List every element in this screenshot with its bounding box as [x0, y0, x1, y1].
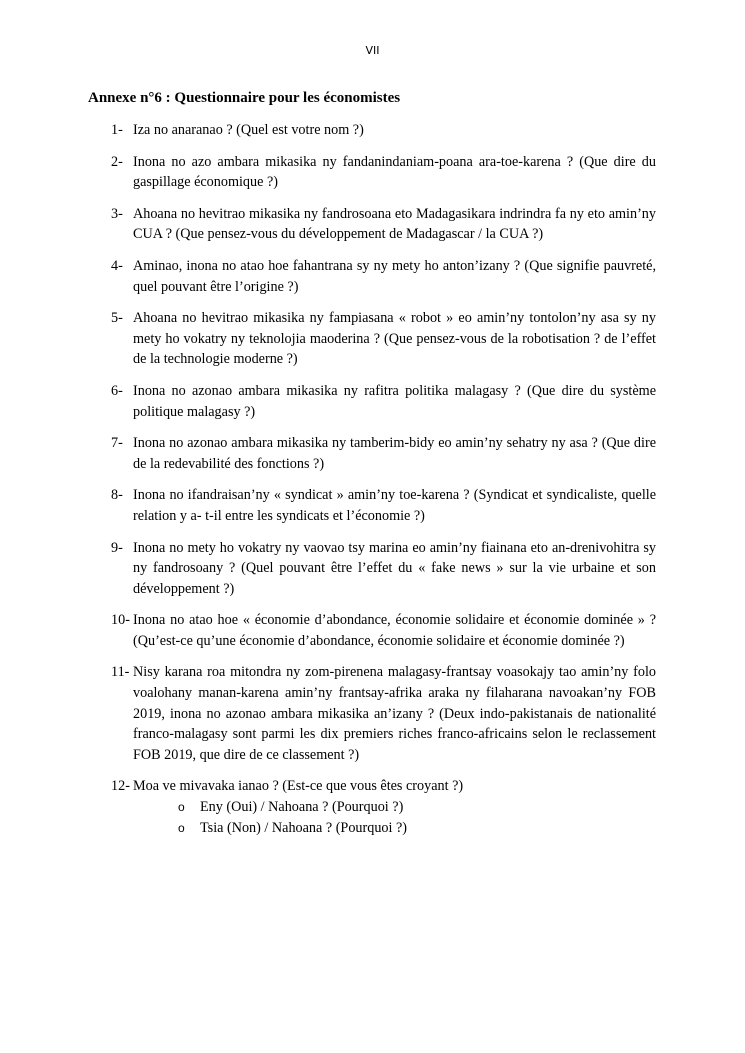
- question-text: Inona no azonao ambara mikasika ny rafitra politika malagasy ? (Que dire du système politique malagasy ?): [133, 382, 656, 420]
- question-number: 7-: [111, 435, 123, 452]
- question-text: Moa ve mivavaka ianao ? (Est-ce que vous êtes croyant ?): [133, 778, 464, 795]
- question-item: [111, 308, 656, 370]
- question-number: 8-: [111, 487, 123, 504]
- question-text: Ahoana no hevitrao mikasika ny fampiasana « robot » eo amin’ny tontolon’ny asa sy ny mety ho vokatry ny teknolojia maoderina ? (Que pensez-vous de la robotisation ? de l’effet de la technologie moderne ?): [133, 310, 656, 368]
- question-text: Nisy karana roa mitondra ny zom-pirenena malagasy-frantsay voasokajy tao amin’ny folo voalohany manan-karena amin’ny frantsay-afrika araka ny filaharana navoakan’ny FOB 2019, inona no azonao ambara mikasika an’izany ? (Deux indo-pakistanais de nationalité franco-malagasy sont parmi les dix premiers riches franco-africains selon le reclassement FOB 2019, que dire de ce classement ?): [133, 664, 656, 763]
- question-number: 9-: [111, 539, 123, 556]
- question-number: 3-: [111, 205, 123, 222]
- question-text: Inona no atao hoe « économie d’abondance, économie solidaire et économie dominée » ? (Qu’est-ce qu’une économie d’abondance, économie solidaire et économie dominée ?): [133, 612, 656, 649]
- question-item: [111, 538, 656, 600]
- answer-option-text: Eny (Oui) / Nahoana ? (Pourquoi ?): [200, 799, 404, 816]
- question-text: Inona no azonao ambara mikasika ny tamberim-bidy eo amin’ny sehatry ny asa ? (Que dire de la redevabilité des fonctions ?): [133, 435, 656, 472]
- question-body: [133, 776, 656, 838]
- question-number: 11-: [111, 664, 130, 681]
- question-text: Inona no mety ho vokatry ny vaovao tsy marina eo amin’ny fiainana eto an-drenivohitra sy ny fandrosoany ? (Quel pouvant être l’effet du « fake news » sur la vie urbaine et son développement ?): [133, 539, 656, 597]
- question-item: [111, 776, 656, 838]
- question-item: [111, 120, 656, 141]
- answer-option: [133, 818, 656, 839]
- question-item: [111, 256, 656, 297]
- answer-option-text: Tsia (Non) / Nahoana ? (Pourquoi ?): [200, 819, 408, 836]
- question-text: Aminao, inona no atao hoe fahantrana sy ny mety ho anton’izany ? (Que signifie pauvreté, quel pouvant être l’origine ?): [133, 257, 656, 295]
- question-number: 1-: [111, 122, 123, 138]
- answer-options: [133, 797, 656, 838]
- question-item: [111, 204, 656, 245]
- question-item: [111, 485, 656, 526]
- question-text: Inona no azo ambara mikasika ny fandanindaniam-poana ara-toe-karena ? (Que dire du gaspillage économique ?): [133, 153, 656, 191]
- circle-bullet-icon: o: [178, 820, 185, 835]
- question-item: [111, 381, 656, 422]
- question-text: Inona no ifandraisan’ny « syndicat » amin’ny toe-karena ? (Syndicat et syndicaliste, quelle relation y a- t-il entre les syndicats et l’économie ?): [133, 487, 656, 524]
- question-number: 5-: [111, 310, 123, 327]
- question-number: 4-: [111, 257, 123, 274]
- question-number: 10-: [111, 612, 130, 629]
- question-text: Ahoana no hevitrao mikasika ny fandrosoana eto Madagasikara indrindra fa ny eto amin’ny CUA ? (Que pensez-vous du développement de Madagascar / la CUA ?): [133, 205, 656, 243]
- questionnaire-list: [111, 120, 656, 849]
- question-item: [111, 433, 656, 474]
- question-number: 2-: [111, 153, 123, 170]
- question-text: Iza no anaranao ? (Quel est votre nom ?): [133, 122, 364, 138]
- circle-bullet-icon: o: [178, 800, 185, 815]
- page-number: VII: [365, 44, 380, 57]
- question-item: [111, 610, 656, 651]
- question-number: 6-: [111, 382, 123, 399]
- question-item: [111, 662, 656, 765]
- annex-heading: Annexe n°6 : Questionnaire pour les économistes: [88, 90, 401, 106]
- answer-option: [133, 797, 656, 818]
- question-item: [111, 152, 656, 193]
- question-number: 12-: [111, 778, 130, 795]
